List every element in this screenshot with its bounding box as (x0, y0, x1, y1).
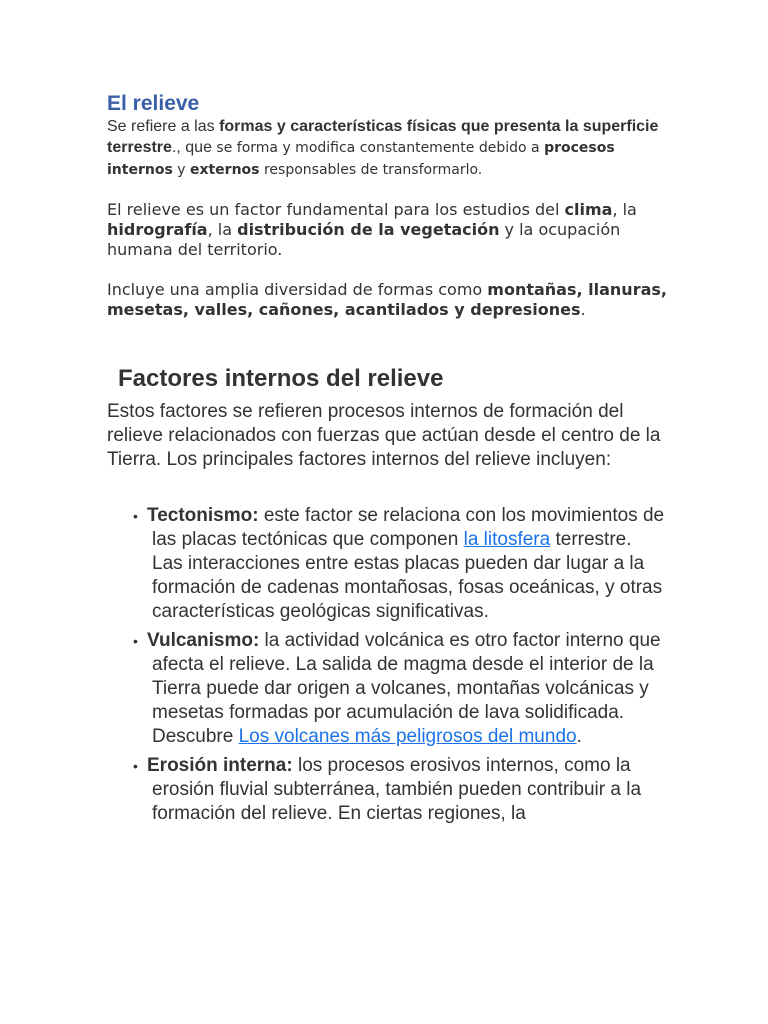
importance-paragraph: El relieve es un factor fundamental para los estudios del clima, la hidrografía, la distribución de la vegetación y la ocupación humana del territorio. (107, 200, 637, 259)
definition-paragraph: Se refiere a las formas y características físicas que presenta la superficie terrestre., que se forma y modifica constantemente debido a procesos internos y externos responsables de transformarlo. (107, 118, 659, 178)
list-item-term: Erosión interna: (147, 755, 293, 776)
forms-paragraph: Incluye una amplia diversidad de formas como montañas, llanuras, mesetas, valles, cañones, acantilados y depresiones. (107, 280, 667, 319)
section-intro: Estos factores se refieren procesos internos de formación del relieve relacionados con fuerzas que actúan desde el centro de la Tierra. Los principales factores internos del relieve incluyen: (107, 401, 661, 470)
volcanes-link[interactable]: Los volcanes más peligrosos del mundo (238, 726, 577, 747)
list-item-term: Vulcanismo: (147, 630, 260, 651)
list-item-erosion-interna: • Erosión interna: los procesos erosivos internos, como la erosión fluvial subterránea, también pueden contribuir a la formación del relieve. En ciertas regiones, la (133, 755, 642, 824)
list-item-term: Tectonismo: (147, 505, 259, 526)
bullet-icon: • (133, 633, 138, 649)
list-item-vulcanismo: • Vulcanismo: la actividad volcánica es otro factor interno que afecta el relieve. La salida de magma desde el interior de la Tierra puede dar origen a volcanes, montañas volcánicas y mesetas formadas por acumulación de lava solidificada. Descubre Los volcanes más peligrosos del mundo. (133, 630, 661, 747)
factors-list (107, 504, 667, 826)
bullet-icon: • (133, 508, 138, 524)
section-heading: Factores internos del relieve (118, 365, 444, 392)
page-title: El relieve (107, 92, 200, 115)
litosfera-link[interactable]: la litosfera (463, 529, 551, 550)
list-item-tectonismo: • Tectonismo: este factor se relaciona con los movimientos de las placas tectónicas que componen la litosfera terrestre. Las interacciones entre estas placas pueden dar lugar a la formación de cadenas montañosas, fosas oceánicas, y otras características geológicas significativas. (133, 505, 665, 622)
bullet-icon: • (133, 758, 138, 774)
document-page (107, 92, 667, 831)
